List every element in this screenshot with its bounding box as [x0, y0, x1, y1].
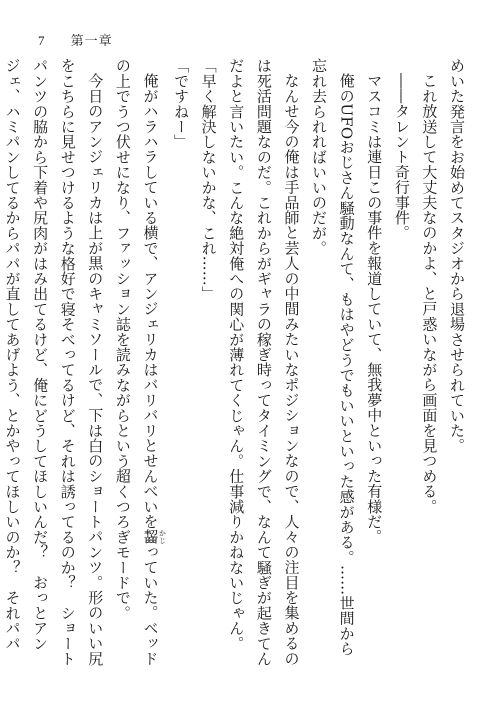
- text-line: めいた発言をお始めてスタジオから退場させられていた。: [448, 58, 466, 454]
- text-line: だよと言いたい。こんな絶対俺への関心が薄れてくじゃん。仕事減りかねないじゃん。: [227, 58, 246, 651]
- text-line: ――タレント奇行事件。: [392, 73, 411, 241]
- running-header: [38, 30, 113, 49]
- page-number: 7: [38, 33, 46, 48]
- text-line: パンツの脇から下着や尻肉がはみ出てるけど、俺にどうしてほしいんだ？ おっとアン: [31, 58, 50, 651]
- text-line: ジェ、ハミパンしてるからパパが直してあげよう、とかやってほしいのか？ それパパ: [3, 58, 22, 651]
- text-line: 忘れ去られればいいのだが。: [310, 58, 329, 256]
- vertical-body-text: [3, 58, 470, 666]
- text-line: 「早く解決しないかな、これ……」: [199, 58, 218, 302]
- text-line: なんせ今の俺は手品師と芸人の中間みたいなポジションなので、人々の注目を集めるの: [282, 73, 301, 666]
- text-line: は死活問題なのだ。これからがギャラの稼ぎ時ってタイミングで、なんて騒ぎが起きてん: [254, 58, 273, 666]
- text-line: これ放送して大丈夫なのかよ、と戸惑いながら画面を見つめる。: [420, 73, 439, 514]
- text-line: マスコミは連日この事件を報道していて、無我夢中といった有様だ。: [365, 73, 384, 545]
- text-line-with-ruby: 俺がハラハラしている横で、アンジェリカはバリバリとせんべいを齧 かじっていた。ベッド: [141, 73, 167, 666]
- ruby-annotation: 齧 かじ: [141, 529, 167, 545]
- text-line: 俺のUFOおじさん騒動なんて、もはやどうでもいいといった感がある。……世間から: [337, 73, 356, 657]
- text-line: 今日のアンジェリカは上が黒のキャミソールで、下は白のショートパンツ。形のいい尻: [86, 73, 105, 666]
- text-line: をこちらに見せつけるような格好で寝そべってるけど、それは誘ってるのか？ ショート: [58, 58, 77, 666]
- text-line: 「ですねー」: [172, 58, 191, 150]
- chapter-title: 第一章: [70, 34, 113, 49]
- text-line: の上でうつ伏せになり、ファッション誌を読みながらという超くつろぎモードで。: [113, 58, 132, 621]
